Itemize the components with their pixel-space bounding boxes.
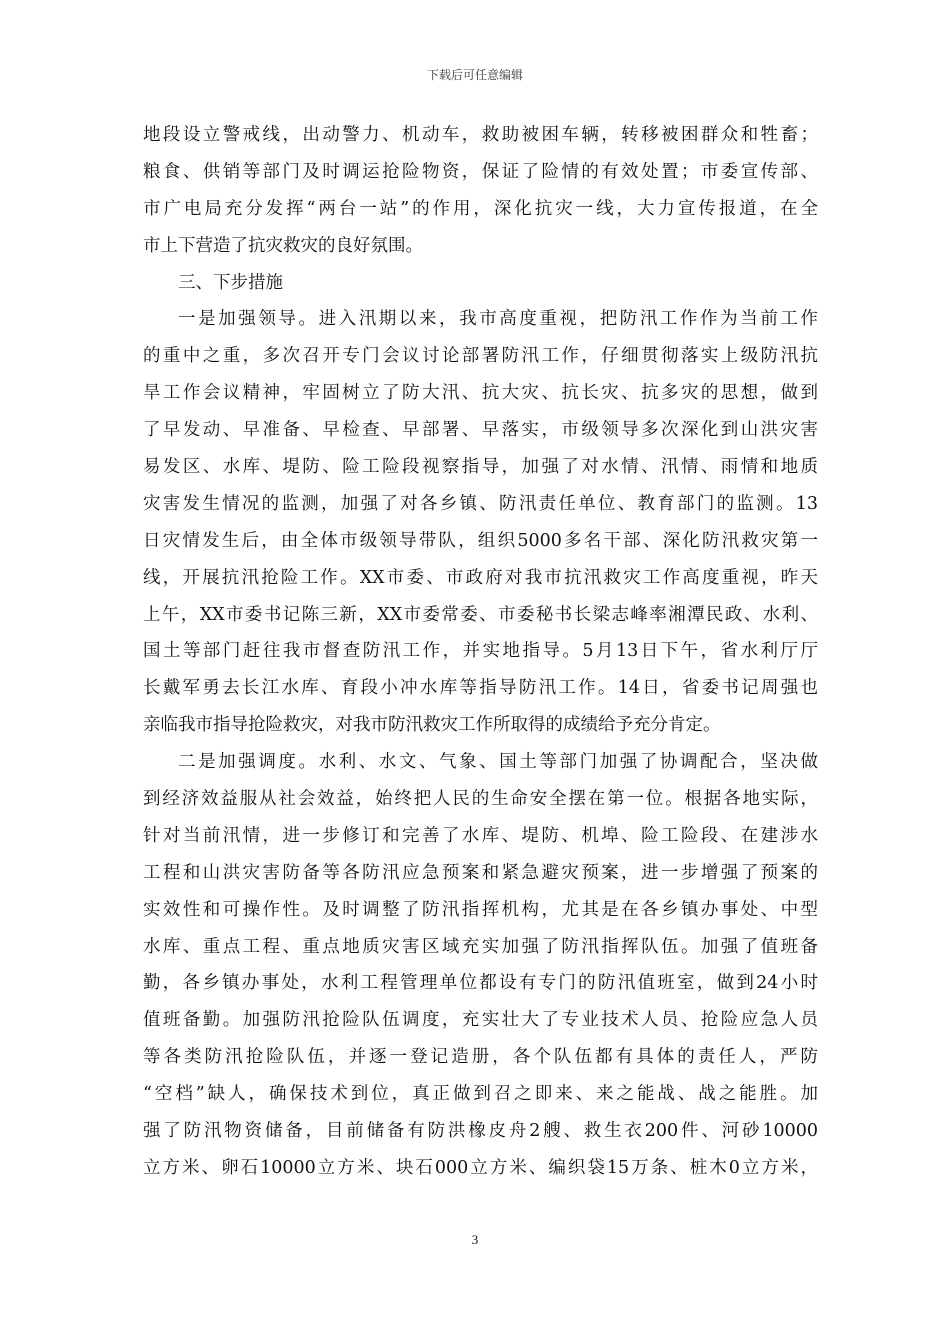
paragraph-line: 市广电局充分发挥“两台一站”的作用，深化抗灾一线，大力宣传报道，在全 [143, 198, 818, 219]
paragraph-line: “空档”缺人，确保技术到位，真正做到召之即来、来之能战、战之能胜。加 [143, 1084, 818, 1105]
paragraph-line: 日灾情发生后，由全体市级领导带队，组织5000多名干部、深化防汛救灾第一 [143, 530, 818, 551]
paragraph-line: 亲临我市指导抢险救灾，对我市防汛救灾工作所取得的成绩给予充分肯定。 [143, 715, 721, 736]
paragraph-line: 二是加强调度。水利、水文、气象、国土等部门加强了协调配合，坚决做 [178, 752, 818, 773]
paragraph-line: 立方米、卵石10000立方米、块石000立方米、编织袋15万条、桩木0立方米， [143, 1157, 818, 1178]
page-header: 下载后可任意编辑 [426, 68, 523, 82]
paragraph-line: 水库、重点工程、重点地质灾害区域充实加强了防汛指挥队伍。加强了值班备 [143, 936, 818, 957]
paragraph-line: 市上下营造了抗灾救灾的良好氛围。 [143, 235, 423, 256]
document-body [143, 117, 818, 1187]
paragraph-line: 一是加强领导。进入汛期以来，我市高度重视，把防汛工作作为当前工作 [178, 309, 818, 330]
paragraph-line: 国土等部门赶往我市督查防汛工作，并实地指导。5月13日下午，省水利厅厅 [143, 641, 818, 662]
paragraph-line: 上午，XX市委书记陈三新，XX市委常委、市委秘书长梁志峰率湘潭民政、水利、 [143, 604, 818, 625]
paragraph-line: 旱工作会议精神，牢固树立了防大汛、抗大灾、抗长灾、抗多灾的思想，做到 [143, 383, 818, 404]
paragraph-line: 勤，各乡镇办事处，水利工程管理单位都设有专门的防汛值班室，做到24小时 [143, 973, 818, 994]
paragraph-line: 粮食、供销等部门及时调运抢险物资，保证了险情的有效处置；市委宣传部、 [143, 161, 818, 182]
paragraph-line: 的重中之重，多次召开专门会议讨论部署防汛工作，仔细贯彻落实上级防汛抗 [143, 346, 818, 367]
paragraph-line: 到经济效益服从社会效益，始终把人民的生命安全摆在第一位。根据各地实际， [143, 789, 818, 810]
paragraph-line: 值班备勤。加强防汛抢险队伍调度，充实壮大了专业技术人员、抢险应急人员 [143, 1010, 818, 1031]
paragraph-line: 了早发动、早准备、早检查、早部署、早落实，市级领导多次深化到山洪灾害 [143, 420, 818, 441]
paragraph-line: 等各类防汛抢险队伍，并逐一登记造册，各个队伍都有具体的责任人，严防 [143, 1047, 818, 1068]
paragraph-line: 地段设立警戒线，出动警力、机动车，救助被困车辆，转移被困群众和牲畜； [143, 125, 818, 145]
paragraph-line: 灾害发生情况的监测，加强了对各乡镇、防汛责任单位、教育部门的监测。13 [143, 493, 818, 514]
paragraph-line: 线，开展抗汛抢险工作。XX市委、市政府对我市抗汛救灾工作高度重视，昨天 [143, 567, 818, 588]
section-heading: 三、下步措施 [178, 272, 283, 293]
paragraph-line: 强了防汛物资储备，目前储备有防洪橡皮舟2艘、救生衣200件、河砂10000 [143, 1121, 818, 1142]
paragraph-line: 工程和山洪灾害防备等各防汛应急预案和紧急避灾预案，进一步增强了预案的 [143, 862, 818, 883]
paragraph-line: 易发区、水库、堤防、险工险段视察指导，加强了对水情、汛情、雨情和地质 [143, 457, 818, 478]
paragraph-line: 针对当前汛情，进一步修订和完善了水库、堤防、机埠、险工险段、在建涉水 [143, 825, 818, 846]
paragraph-line: 实效性和可操作性。及时调整了防汛指挥机构，尤其是在各乡镇办事处、中型 [143, 899, 818, 920]
paragraph-line: 长戴军勇去长江水库、育段小冲水库等指导防汛工作。14日，省委书记周强也 [143, 678, 818, 699]
page-number: 3 [471, 1232, 479, 1247]
